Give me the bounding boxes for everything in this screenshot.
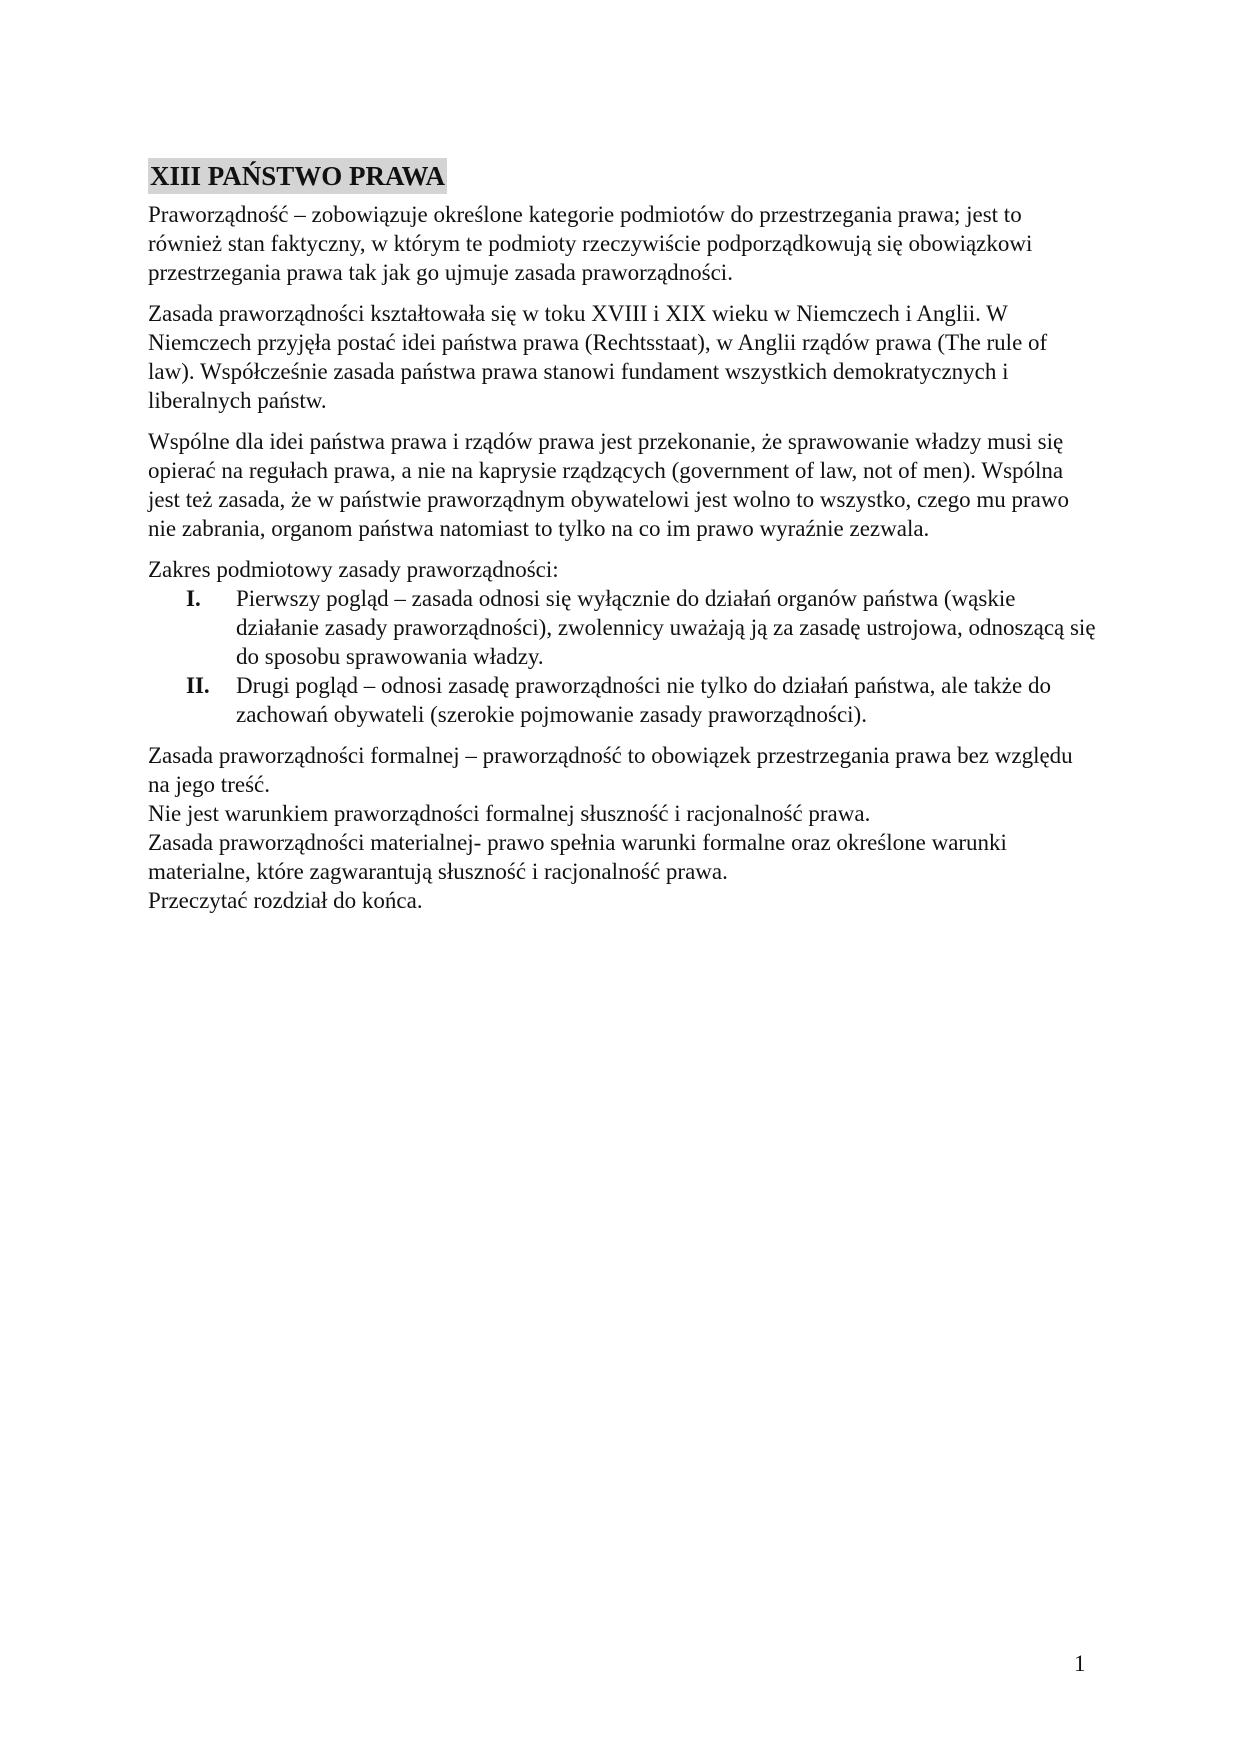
paragraph-definition: Praworządność – zobowiązuje określone kategorie podmiotów do przestrzegania prawa; jest to również stan faktyczny, w którym te podmioty rzeczywiście podporządkowują się obowiązkowi przestrzegania prawa tak jak go ujmuje zasada praworządności. — [148, 202, 1033, 285]
paragraph-common-idea: Wspólne dla idei państwa prawa i rządów prawa jest przekonanie, że sprawowanie władzy musi się opierać na regułach prawa, a nie na kaprysie rządzących (government of law, not of men). Wspólna jest też zasada, że w państwie praworządnym obywatelowi jest wolno to wszystko, czego mu prawo nie zabrania, organom państwa natomiast to tylko na co im prawo wyraźnie zezwala. — [148, 429, 1069, 541]
page-content — [148, 158, 1098, 915]
paragraph-material-rule: Zasada praworządności materialnej- prawo spełnia warunki formalne oraz określone warunki materialne, które zagwarantują słuszność i racjonalność prawa. — [148, 830, 1007, 884]
page-title: XIII PAŃSTWO PRAWA — [148, 158, 447, 194]
paragraph-scope-intro: Zakres podmiotowy zasady praworządności: — [148, 557, 559, 582]
scope-list — [148, 584, 1098, 729]
paragraph-formal-rule: Zasada praworządności formalnej – praworządność to obowiązek przestrzegania prawa bez względu na jego treść. — [148, 743, 1073, 797]
list-number: II. — [186, 673, 210, 698]
page-number: 1 — [1074, 1651, 1086, 1676]
paragraph-reading-note: Przeczytać rozdział do końca. — [148, 888, 423, 913]
paragraph-history: Zasada praworządności kształtowała się w toku XVIII i XIX wieku w Niemczech i Anglii. W Niemczech przyjęła postać idei państwa prawa (Rechtsstaat), w Anglii rządów prawa (The rule of law). Współcześnie zasada państwa prawa stanowi fundament wszystkich demokratycznych i liberalnych państw. — [148, 301, 1048, 413]
paragraph-formal-condition: Nie jest warunkiem praworządności formalnej słuszność i racjonalność prawa. — [148, 801, 871, 826]
list-item — [148, 671, 1098, 729]
list-item — [148, 584, 1098, 671]
list-number: I. — [186, 586, 201, 611]
list-item-text: Drugi pogląd – odnosi zasadę praworządności nie tylko do działań państwa, ale także do zachowań obywateli (szerokie pojmowanie zasady praworządności). — [236, 673, 1051, 727]
list-item-text: Pierwszy pogląd – zasada odnosi się wyłącznie do działań organów państwa (wąskie działanie zasady praworządności), zwolennicy uważają ją za zasadę ustrojowa, odnoszącą się do sposobu sprawowania władzy. — [236, 586, 1096, 669]
